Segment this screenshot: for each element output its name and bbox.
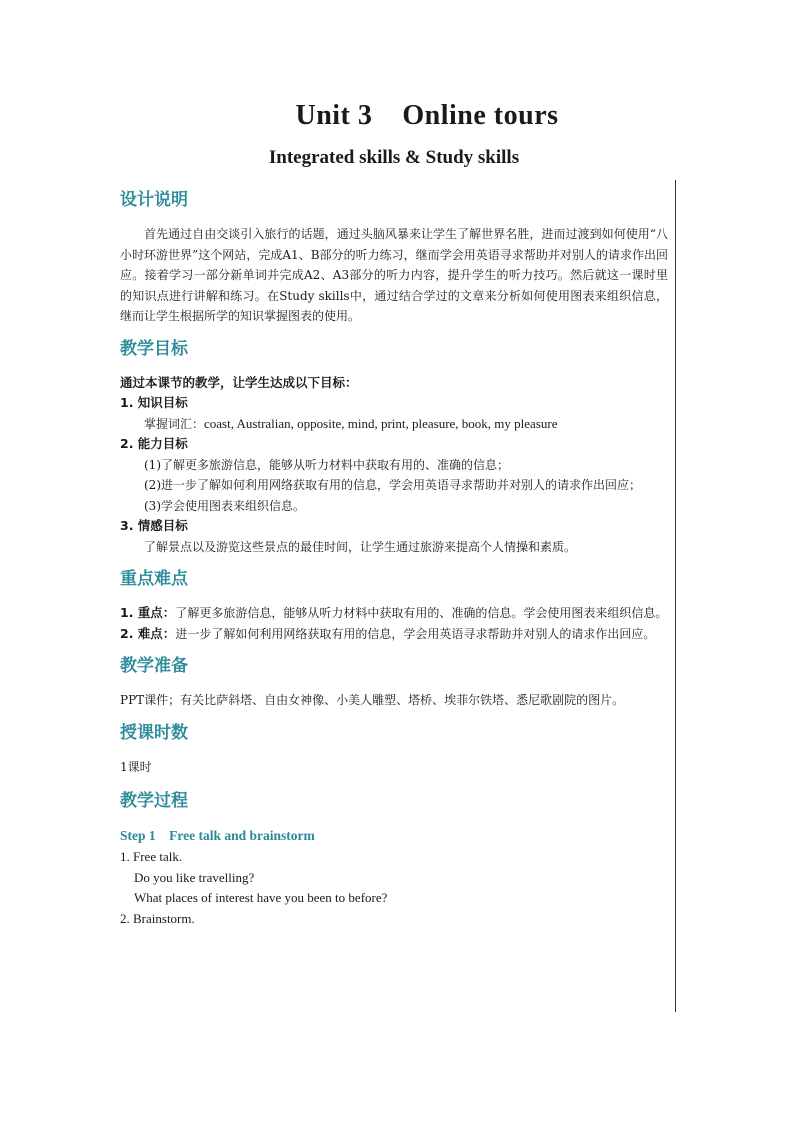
section-heading-hours: 授课时数 — [120, 722, 188, 743]
ability-item-3: (3)学会使用图表来组织信息。 — [144, 498, 305, 513]
process-item-2: 2. Brainstorm. — [120, 910, 195, 926]
design-text: 首先通过自由交谈引入旅行的话题，通过头脑风暴来让学生了解世界名胜，进而过渡到如何使用“八小时环游世界”这个网站，完成A1、B部分的听力练习，继而学会用英语寻求帮助并对别人的请求作出回应。接着学习一部分新单词并完成A2、A3部分的听力内容，提升学生的听力技巧。然后就这一课时里的知识点进行讲解和练习。在Study skills中，通过结合学过的文章来分析如何使用图表来组织信息，继而让学生根据所学的知识掌握图表的使用。 — [120, 227, 668, 323]
difficulty-line — [120, 624, 668, 645]
margin-rule — [675, 180, 676, 1012]
page-title: Unit 3 Online tours — [295, 100, 559, 131]
preparation-text: PPT课件；有关比萨斜塔、自由女神像、小美人雕塑、塔桥、埃菲尔铁塔、悉尼歌剧院的图片。 — [120, 693, 625, 707]
step-1-title: Step 1 Free talk and brainstorm — [120, 828, 315, 843]
emotion-title: 3. 情感目标 — [120, 518, 188, 533]
knowledge-prefix: 掌握词汇： — [144, 416, 205, 431]
difficulty-text: 进一步了解如何利用网络获取有用的信息，学会用英语寻求帮助并对别人的请求作出回应。 — [175, 626, 656, 641]
section-heading-objectives: 教学目标 — [120, 338, 188, 359]
difficulty-label: 2. 难点： — [120, 625, 176, 641]
document-body — [120, 186, 668, 929]
ability-item-2: (2)进一步了解如何利用网络获取有用的信息，学会用英语寻求帮助并对别人的请求作出回应； — [144, 478, 642, 492]
objectives-intro: 通过本课节的教学，让学生达成以下目标： — [120, 374, 358, 390]
section-heading-key-points: 重点难点 — [120, 569, 188, 589]
hours-text: 1课时 — [120, 759, 152, 774]
focus-text: 了解更多旅游信息，能够从听力材料中获取有用的、准确的信息。学会使用图表来组织信息。 — [175, 606, 668, 620]
knowledge-words: coast, Australian, opposite, mind, print, pleasure, book, my pleasure — [204, 415, 558, 431]
focus-line — [120, 603, 668, 624]
knowledge-line — [120, 414, 668, 435]
knowledge-title: 1. 知识目标 — [120, 395, 188, 410]
ability-item-1: (1)了解更多旅游信息，能够从听力材料中获取有用的、准确的信息； — [144, 457, 510, 472]
question-1: Do you like travelling? — [134, 869, 255, 885]
section-heading-process: 教学过程 — [120, 791, 188, 811]
ability-title: 2. 能力目标 — [120, 436, 188, 451]
question-2: What places of interest have you been to before? — [134, 890, 388, 905]
focus-label: 1. 重点： — [120, 605, 176, 620]
section-heading-preparation: 教学准备 — [120, 656, 188, 676]
page-subtitle: Integrated skills & Study skills — [268, 147, 520, 168]
section-heading-design: 设计说明 — [120, 190, 188, 210]
emotion-text: 了解景点以及游览这些景点的最佳时间，让学生通过旅游来提高个人情操和素质。 — [144, 539, 577, 554]
process-item-1: 1. Free talk. — [120, 849, 183, 864]
